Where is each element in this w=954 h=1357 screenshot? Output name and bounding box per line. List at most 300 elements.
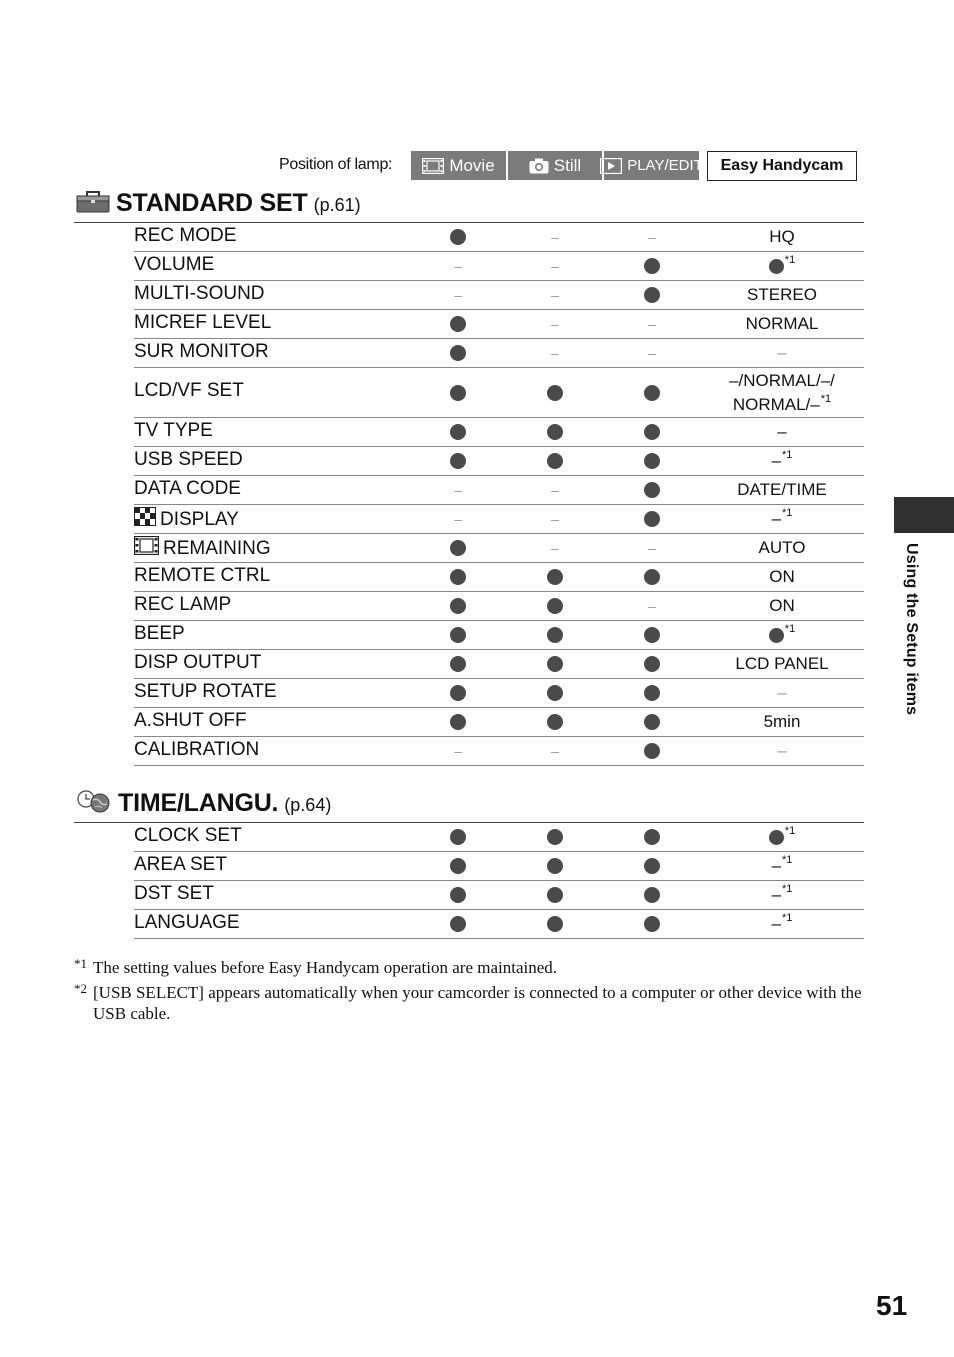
easy-value: – [771, 856, 782, 875]
lamp-play-edit-cell [622, 505, 682, 533]
lamp-movie-cell [428, 592, 488, 620]
play-edit-available-dot [644, 569, 660, 585]
footnote-mark: *1 [74, 956, 87, 971]
still-available-dot [547, 714, 563, 730]
easy-handycam-value [712, 368, 852, 417]
easy-value: – [777, 741, 787, 760]
play-edit-available-dot [644, 858, 660, 874]
lamp-play-edit-cell [622, 708, 682, 736]
setting-name [134, 825, 242, 847]
still-unavailable-dash: – [551, 345, 559, 361]
easy-value: –/NORMAL/–/ [729, 370, 835, 390]
easy-value-text [769, 254, 795, 278]
setting-name [134, 380, 244, 402]
easy-handycam-value [712, 823, 852, 851]
easy-value: STEREO [747, 285, 817, 304]
movie-available-dot [450, 858, 466, 874]
easy-value-text [772, 507, 793, 531]
lamp-still-cell [525, 310, 585, 338]
setting-name [134, 478, 241, 500]
easy-value-line2: NORMAL/– [732, 394, 820, 414]
still-available-dot [547, 887, 563, 903]
lamp-movie-cell [428, 621, 488, 649]
lamp-play-edit-cell [622, 823, 682, 851]
easy-handycam-value [712, 252, 852, 280]
footnote-reference: *1 [784, 825, 796, 837]
setting-name [134, 420, 213, 442]
camera-icon [529, 158, 549, 174]
play-icon [600, 158, 622, 174]
setting-label: LCD/VF SET [134, 380, 244, 401]
easy-handycam-value [712, 852, 852, 880]
easy-handycam-value [712, 621, 852, 649]
lamp-movie-cell [428, 281, 488, 309]
setting-label: REC LAMP [134, 594, 232, 615]
easy-value-text [759, 536, 806, 560]
play-edit-available-dot [644, 916, 660, 932]
setting-name [134, 681, 277, 703]
still-available-dot [547, 385, 563, 401]
lamp-still-cell [525, 650, 585, 678]
table-row [134, 505, 864, 534]
setting-label: MICREF LEVEL [134, 312, 272, 333]
easy-value-text [772, 449, 793, 473]
still-unavailable-dash: – [551, 287, 559, 303]
lamp-movie [411, 151, 506, 180]
still-available-dot [547, 685, 563, 701]
movie-available-dot [450, 916, 466, 932]
easy-value-text [777, 739, 786, 763]
easy-value-text [769, 565, 795, 589]
play-edit-available-dot [644, 424, 660, 440]
lamp-movie-cell [428, 881, 488, 909]
setting-label: DATA CODE [134, 478, 241, 499]
footnote-text: The setting values before Easy Handycam operation are maintained. [93, 958, 558, 977]
still-unavailable-dash: – [551, 482, 559, 498]
lamp-still-cell [525, 852, 585, 880]
easy-value-text [747, 283, 817, 307]
setting-label: SUR MONITOR [134, 341, 269, 362]
standard-set-table [134, 223, 864, 766]
still-available-dot [547, 829, 563, 845]
lamp-play-edit-cell [622, 476, 682, 504]
lamp-play-edit-cell [622, 679, 682, 707]
standard-set-ref: (p.61) [313, 195, 361, 215]
film-icon [134, 536, 159, 561]
table-row [134, 281, 864, 310]
easy-value-text [769, 225, 795, 249]
footnote-reference: *1 [782, 449, 793, 461]
standard-set-title: STANDARD SET [116, 189, 308, 217]
table-row [134, 368, 864, 418]
movie-unavailable-dash: – [454, 511, 462, 527]
lamp-play-edit-cell [622, 563, 682, 591]
easy-handycam-value [712, 476, 852, 504]
setting-label: VOLUME [134, 254, 215, 275]
easy-value-text [777, 681, 786, 705]
setting-name [134, 341, 269, 363]
lamp-play-edit-cell [622, 534, 682, 562]
footnote-1 [74, 957, 864, 978]
play-edit-available-dot [644, 887, 660, 903]
easy-value: DATE/TIME [737, 480, 827, 499]
lamp-movie-cell [428, 339, 488, 367]
movie-available-dot [450, 345, 466, 361]
movie-available-dot [450, 829, 466, 845]
footnote-reference: *1 [782, 912, 793, 924]
play-edit-unavailable-dash: – [648, 345, 656, 361]
footnotes [74, 957, 864, 1028]
lamp-still-cell [525, 881, 585, 909]
footnote-mark: *2 [74, 981, 87, 996]
setting-name [134, 507, 239, 532]
play-edit-available-dot [644, 829, 660, 845]
still-unavailable-dash: – [551, 258, 559, 274]
movie-available-dot [450, 453, 466, 469]
easy-handycam-value [712, 592, 852, 620]
setting-label: DISP OUTPUT [134, 652, 262, 673]
lamp-easy-handycam [707, 151, 857, 181]
easy-value-text [735, 652, 828, 676]
lamp-movie-cell [428, 910, 488, 938]
movie-available-dot [450, 656, 466, 672]
table-row [134, 823, 864, 852]
movie-available-dot [450, 569, 466, 585]
setting-label: A.SHUT OFF [134, 710, 247, 731]
easy-value: AUTO [758, 538, 806, 557]
page-number: 51 [876, 1290, 908, 1321]
lamp-movie-cell [428, 418, 488, 446]
easy-value-text [772, 912, 793, 936]
standard-set-heading [76, 189, 361, 218]
clock-globe-icon [76, 789, 112, 818]
easy-value: – [771, 885, 782, 904]
easy-handycam-value [712, 223, 852, 251]
easy-value-text [769, 623, 795, 647]
setting-label: REC MODE [134, 225, 237, 246]
table-row [134, 650, 864, 679]
play-edit-available-dot [644, 685, 660, 701]
movie-unavailable-dash: – [454, 743, 462, 759]
table-row [134, 592, 864, 621]
setting-name [134, 623, 185, 645]
lamp-movie-cell [428, 534, 488, 562]
easy-value-text [772, 854, 793, 878]
easy-handycam-value [712, 339, 852, 367]
setting-name [134, 312, 271, 334]
lamp-play-edit-cell [622, 650, 682, 678]
lamp-movie-cell [428, 563, 488, 591]
setting-name [134, 536, 271, 561]
lamp-still-cell [525, 252, 585, 280]
lamp-play-edit-cell [622, 310, 682, 338]
lamp-still-cell [525, 910, 585, 938]
still-available-dot [547, 858, 563, 874]
lamp-still-label: Still [553, 155, 582, 175]
lamp-movie-cell [428, 852, 488, 880]
easy-value: – [771, 451, 782, 470]
lamp-play-edit-cell [622, 339, 682, 367]
display-icon [134, 507, 156, 532]
footnote-reference: *1 [782, 883, 793, 895]
footnote-reference: *1 [820, 392, 832, 405]
lamp-still-cell [525, 281, 585, 309]
lamp-movie-cell [428, 737, 488, 765]
chapter-tab-marker [894, 497, 954, 533]
lamp-play-edit-cell [622, 368, 682, 417]
lamp-movie-label: Movie [449, 155, 495, 175]
lamp-still-cell [525, 823, 585, 851]
easy-value: ON [769, 567, 795, 586]
setting-label: REMAINING [163, 537, 271, 559]
footnote-reference: *1 [784, 254, 796, 266]
play-edit-available-dot [644, 627, 660, 643]
easy-value: HQ [769, 227, 795, 246]
movie-unavailable-dash: – [454, 482, 462, 498]
setting-name [134, 854, 227, 876]
easy-value: LCD PANEL [735, 654, 829, 673]
movie-available-dot [450, 424, 466, 440]
easy-handycam-value [712, 737, 852, 765]
play-edit-unavailable-dash: – [648, 598, 656, 614]
movie-available-dot [450, 887, 466, 903]
setting-name [134, 283, 265, 305]
lamp-easy-label: Easy Handycam [720, 157, 844, 174]
easy-value-text [737, 478, 826, 502]
setting-label: LANGUAGE [134, 912, 240, 933]
movie-available-dot [450, 598, 466, 614]
easy-preset-dot [769, 628, 784, 643]
table-row [134, 708, 864, 737]
still-available-dot [547, 916, 563, 932]
easy-value: – [777, 683, 787, 702]
easy-handycam-value [712, 650, 852, 678]
lamp-movie-cell [428, 223, 488, 251]
lamp-position-header [0, 151, 954, 181]
movie-available-dot [450, 316, 466, 332]
play-edit-available-dot [644, 453, 660, 469]
play-edit-unavailable-dash: – [648, 540, 656, 556]
still-unavailable-dash: – [551, 540, 559, 556]
play-edit-available-dot [644, 258, 660, 274]
still-unavailable-dash: – [551, 316, 559, 332]
still-available-dot [547, 424, 563, 440]
footnote-reference: *1 [782, 507, 793, 519]
movie-available-dot [450, 385, 466, 401]
lamp-play-edit-cell [622, 252, 682, 280]
table-row [134, 339, 864, 368]
lamp-play-edit-cell [622, 737, 682, 765]
easy-value: – [771, 914, 782, 933]
setting-label: BEEP [134, 623, 185, 644]
play-edit-available-dot [644, 287, 660, 303]
setting-name [134, 225, 236, 247]
lamp-movie-cell [428, 447, 488, 475]
setting-name [134, 710, 247, 732]
easy-value: ON [769, 596, 795, 615]
setting-name [134, 449, 243, 471]
play-edit-available-dot [644, 511, 660, 527]
setting-label: AREA SET [134, 854, 227, 875]
lamp-play-label: PLAY/EDIT [627, 157, 703, 174]
play-edit-unavailable-dash: – [648, 229, 656, 245]
setting-name [134, 883, 214, 905]
table-row [134, 476, 864, 505]
play-edit-available-dot [644, 385, 660, 401]
setting-name [134, 594, 231, 616]
lamp-movie-cell [428, 476, 488, 504]
movie-available-dot [450, 229, 466, 245]
table-row [134, 737, 864, 766]
table-row [134, 223, 864, 252]
lamp-play-edit-cell [622, 881, 682, 909]
still-available-dot [547, 627, 563, 643]
lamp-play-edit-cell [622, 852, 682, 880]
easy-preset-dot [769, 830, 784, 845]
table-row [134, 447, 864, 476]
easy-handycam-value [712, 534, 852, 562]
play-edit-available-dot [644, 482, 660, 498]
setting-label: REMOTE CTRL [134, 565, 271, 586]
easy-value-text [769, 594, 795, 618]
lamp-still-cell [525, 368, 585, 417]
play-edit-available-dot [644, 743, 660, 759]
lamp-play-edit-cell [622, 621, 682, 649]
lamp-label: Position of lamp: [279, 156, 393, 173]
lamp-still-cell [525, 592, 585, 620]
lamp-movie-cell [428, 823, 488, 851]
table-row [134, 563, 864, 592]
easy-value-text [772, 883, 793, 907]
lamp-movie-cell [428, 679, 488, 707]
lamp-play-edit-cell [622, 592, 682, 620]
time-langu-ref: (p.64) [284, 795, 332, 815]
easy-handycam-value [712, 418, 852, 446]
chapter-side-label: Using the Setup items [903, 543, 920, 716]
movie-unavailable-dash: – [454, 287, 462, 303]
setting-label: DST SET [134, 883, 214, 904]
lamp-still-cell [525, 679, 585, 707]
still-unavailable-dash: – [551, 743, 559, 759]
easy-handycam-value [712, 910, 852, 938]
easy-value-text [769, 825, 795, 849]
still-available-dot [547, 569, 563, 585]
easy-handycam-value [712, 708, 852, 736]
still-available-dot [547, 598, 563, 614]
easy-handycam-value [712, 505, 852, 533]
easy-value-text [777, 420, 786, 444]
film-icon [422, 158, 444, 174]
play-edit-available-dot [644, 714, 660, 730]
lamp-still [508, 151, 602, 180]
lamp-still-cell [525, 534, 585, 562]
setting-name [134, 652, 261, 674]
setting-label: TV TYPE [134, 420, 213, 441]
lamp-play-edit-cell [622, 223, 682, 251]
easy-value-text [764, 710, 801, 734]
easy-value: – [777, 422, 787, 441]
play-edit-unavailable-dash: – [648, 316, 656, 332]
setting-label: USB SPEED [134, 449, 243, 470]
setting-label: SETUP ROTATE [134, 681, 277, 702]
table-row [134, 310, 864, 339]
movie-available-dot [450, 627, 466, 643]
easy-value: 5min [763, 712, 801, 731]
table-row [134, 852, 864, 881]
setting-name [134, 565, 270, 587]
lamp-movie-cell [428, 650, 488, 678]
lamp-play-edit-cell [622, 281, 682, 309]
lamp-play-edit-cell [622, 910, 682, 938]
lamp-movie-cell [428, 310, 488, 338]
time-langu-table [134, 823, 864, 939]
movie-available-dot [450, 540, 466, 556]
easy-value: – [777, 343, 787, 362]
setting-name [134, 739, 259, 761]
lamp-movie-cell [428, 505, 488, 533]
footnote-reference: *1 [784, 623, 796, 635]
play-edit-available-dot [644, 656, 660, 672]
lamp-play-edit-cell [622, 418, 682, 446]
table-row [134, 418, 864, 447]
still-available-dot [547, 656, 563, 672]
still-unavailable-dash: – [551, 229, 559, 245]
table-row [134, 534, 864, 563]
setting-name [134, 254, 214, 276]
lamp-play-edit [604, 151, 703, 180]
easy-value: NORMAL [745, 314, 819, 333]
easy-value-text [777, 341, 786, 365]
table-row [134, 252, 864, 281]
easy-handycam-value [712, 310, 852, 338]
lamp-still-cell [525, 223, 585, 251]
movie-available-dot [450, 714, 466, 730]
setting-name [134, 912, 240, 934]
movie-available-dot [450, 685, 466, 701]
setting-label: CLOCK SET [134, 825, 242, 846]
easy-handycam-value [712, 447, 852, 475]
easy-handycam-value [712, 281, 852, 309]
still-unavailable-dash: – [551, 511, 559, 527]
time-langu-heading [76, 789, 331, 818]
lamp-still-cell [525, 505, 585, 533]
easy-handycam-value [712, 563, 852, 591]
lamp-still-cell [525, 339, 585, 367]
easy-value: – [771, 509, 782, 528]
time-langu-title: TIME/LANGU. [118, 789, 279, 817]
footnote-text: [USB SELECT] appears automatically when your camcorder is connected to a computer or other device with the USB cable. [93, 983, 862, 1023]
lamp-still-cell [525, 621, 585, 649]
toolbox-icon [76, 189, 110, 218]
lamp-still-cell [525, 476, 585, 504]
lamp-still-cell [525, 418, 585, 446]
setting-label: MULTI-SOUND [134, 283, 265, 304]
table-row [134, 910, 864, 939]
lamp-still-cell [525, 737, 585, 765]
easy-value-text [729, 369, 835, 417]
lamp-still-cell [525, 563, 585, 591]
easy-value-text [746, 312, 819, 336]
still-available-dot [547, 453, 563, 469]
footnote-reference: *1 [782, 854, 793, 866]
lamp-movie-cell [428, 368, 488, 417]
lamp-movie-cell [428, 252, 488, 280]
lamp-still-cell [525, 447, 585, 475]
table-row [134, 621, 864, 650]
footnote-2 [74, 982, 864, 1024]
easy-handycam-value [712, 679, 852, 707]
lamp-still-cell [525, 708, 585, 736]
